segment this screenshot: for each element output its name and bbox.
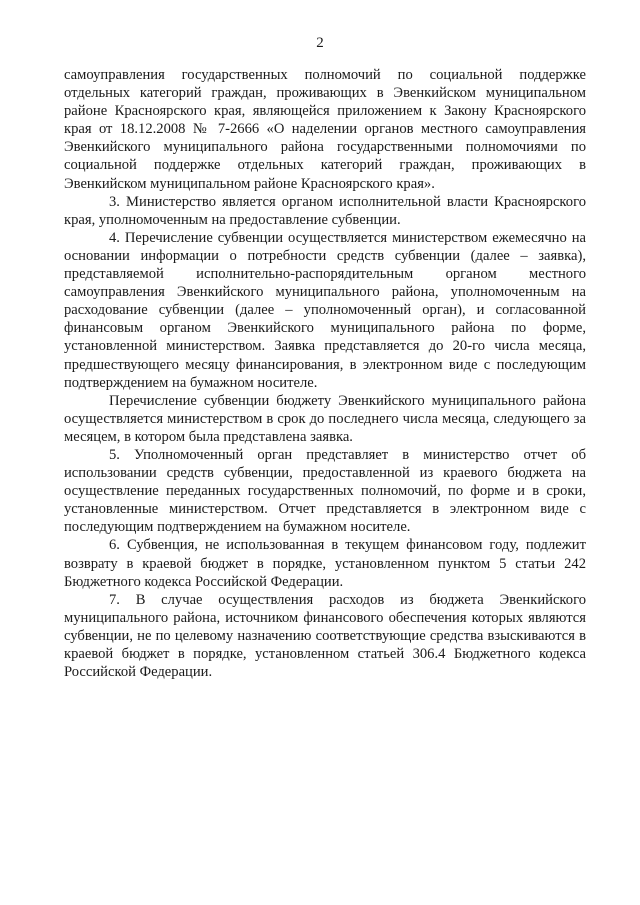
paragraph-item-4-transfer: Перечисление субвенции бюджету Эвенкийского муниципального района осуществляется министерством в срок до последнего числа месяца, следующего за месяцем, в котором была представлена заявка. (64, 392, 586, 445)
paragraph-item-6: 6. Субвенция, не использованная в текущем финансовом году, подлежит возврату в краевой бюджет в порядке, установленном пунктом 5 статьи 242 Бюджетного кодекса Российской Федерации. (64, 537, 586, 590)
document-body (64, 66, 586, 681)
paragraph-item-4: 4. Перечисление субвенции осуществляется министерством ежемесячно на основании информации о потребности средств субвенции (далее – заявка), представляемой исполнительно-распорядительным органом местного самоуправления Эвенкийского муниципального района, уполномоченным на расходование субвенции (далее – уполномоченный орган), и согласованной финансовым органом Эвенкийского муниципального района по форме, установленной министерством. Заявка представляется до 20-го числа месяца, предшествующего месяцу финансирования, в электронном виде с последующим подтверждением на бумажном носителе. (64, 229, 586, 391)
paragraph-item-5: 5. Уполномоченный орган представляет в министерство отчет об использовании средств субвенции, предоставленной из краевого бюджета на осуществление переданных государственных полномочий, по форме и в сроки, установленные министерством. Отчет представляется в электронном виде с последующим подтверждением на бумажном носителе. (64, 446, 586, 536)
page-number: 2 (316, 35, 324, 51)
paragraph-item-3: 3. Министерство является органом исполнительной власти Красноярского края, уполномоченным на предоставление субвенции. (64, 193, 586, 228)
paragraph-continuation: самоуправления государственных полномочий по социальной поддержке отдельных категорий граждан, проживающих в Эвенкийском муниципальном районе Красноярского края, являющейся приложением к Закону Красноярского края от 18.12.2008 № 7-2666 «О наделении органов местного самоуправления Эвенкийского муниципального района государственными полномочиями по социальной поддержке отдельных категорий граждан, проживающих в Эвенкийском муниципальном районе Красноярского края». (64, 67, 586, 192)
paragraph-item-7: 7. В случае осуществления расходов из бюджета Эвенкийского муниципального района, источником финансового обеспечения которых являются субвенции, не по целевому назначению соответствующие средства взыскиваются в краевой бюджет в порядке, установленном статьей 306.4 Бюджетного кодекса Российской Федерации. (64, 591, 586, 681)
